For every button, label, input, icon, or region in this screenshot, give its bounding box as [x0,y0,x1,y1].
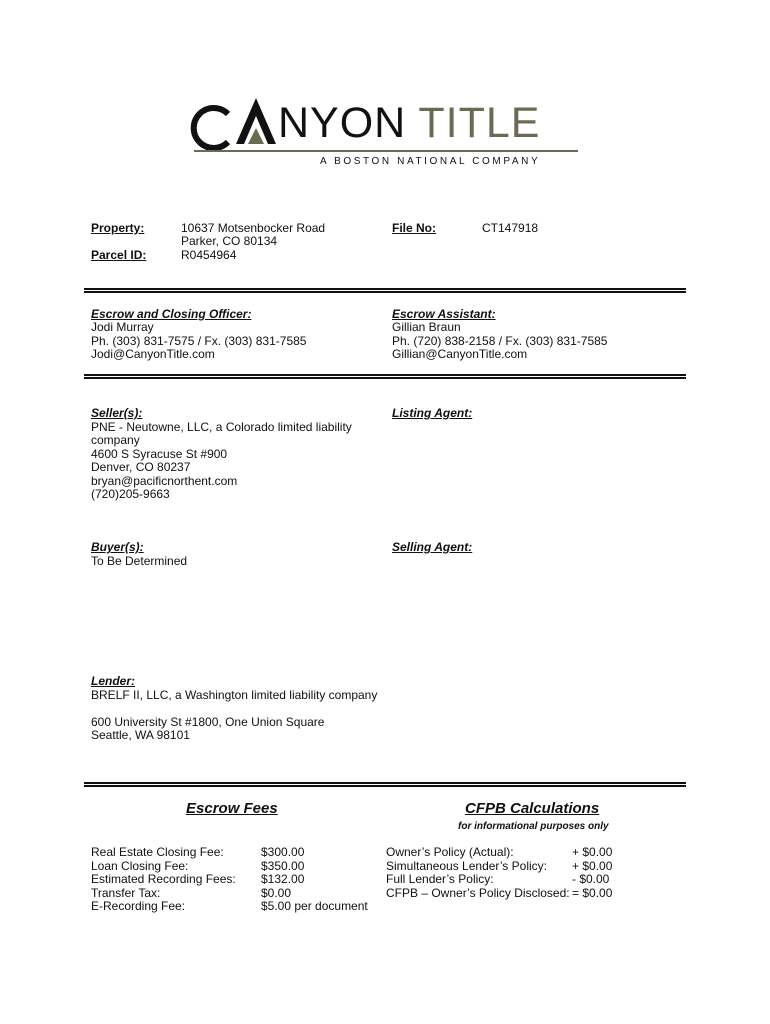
divider [84,374,686,379]
lender-line: BRELF II, LLC, a Washington limited liability company [91,688,378,702]
cfpb-value: - $0.00 [572,872,610,886]
fee-value: $0.00 [261,885,292,900]
divider [84,288,686,293]
property-address-line2: Parker, CO 80134 [181,234,278,248]
fee-label: Real Estate Closing Fee: [91,845,224,859]
cfpb-row [386,873,626,887]
escrow-officer-email: Jodi@CanyonTitle.com [91,347,215,361]
company-logo [190,92,582,170]
fee-value: $350.00 [261,858,305,873]
escrow-assistant-name: Gillian Braun [392,320,461,334]
logo-wordmark: NYON TITLE [278,99,541,147]
sellers-line: PNE - Neutowne, LLC, a Colorado limited liability [91,420,352,434]
sellers-line: bryan@pacificnorthent.com [91,474,238,488]
file-no-label: File No: [392,221,436,235]
fee-row [91,900,371,914]
fee-label: E-Recording Fee: [91,899,186,913]
escrow-officer-phone: Ph. (303) 831-7575 / Fx. (303) 831-7585 [91,334,307,348]
lender-line: Seattle, WA 98101 [91,728,190,742]
cfpb-row [386,860,626,874]
escrow-assistant-email: Gillian@CanyonTitle.com [392,347,528,361]
fee-row [91,846,371,860]
cfpb-subheading: for informational purposes only [458,821,609,832]
fee-value: $5.00 per document [261,899,368,913]
sellers-line: (720)205-9663 [91,487,170,501]
lender-heading: Lender: [91,674,136,688]
divider [84,782,686,787]
buyers-line: To Be Determined [91,554,188,568]
cfpb-value: + $0.00 [572,845,613,859]
listing-agent-heading: Listing Agent: [392,406,473,420]
sellers-line: Denver, CO 80237 [91,460,191,474]
cfpb-label: CFPB – Owner’s Policy Disclosed: [386,885,570,900]
fee-row [91,887,371,901]
escrow-assistant-heading: Escrow Assistant: [392,307,496,321]
sellers-line: 4600 S Syracuse St #900 [91,447,228,461]
fee-list [91,846,371,914]
cfpb-label: Owner’s Policy (Actual): [386,845,514,859]
fee-value: $132.00 [261,872,305,886]
lender-line: 600 University St #1800, One Union Square [91,715,325,729]
fee-row [91,873,371,887]
escrow-officer-name: Jodi Murray [91,320,154,334]
property-address-line1: 10637 Motsenbocker Road [181,221,326,235]
cfpb-heading: CFPB Calculations [465,800,600,817]
sellers-line: company [91,433,140,447]
cfpb-label: Simultaneous Lender’s Policy: [386,858,547,873]
file-no: CT147918 [482,221,539,235]
cfpb-value: = $0.00 [572,885,613,900]
escrow-fees-heading: Escrow Fees [186,800,278,817]
cfpb-value: + $0.00 [572,858,613,873]
cfpb-label: Full Lender’s Policy: [386,872,494,886]
fee-value: $300.00 [261,845,305,859]
sellers-heading: Seller(s): [91,406,143,420]
fee-label: Estimated Recording Fees: [91,872,236,886]
selling-agent-heading: Selling Agent: [392,540,473,554]
fee-row [91,860,371,874]
fee-label: Loan Closing Fee: [91,858,189,873]
escrow-officer-heading: Escrow and Closing Officer: [91,307,252,321]
fee-label: Transfer Tax: [91,885,161,900]
cfpb-row [386,846,626,860]
cfpb-row [386,887,626,901]
parcel-id: R0454964 [181,248,237,262]
logo-tagline: A BOSTON NATIONAL COMPANY [320,156,541,167]
buyers-heading: Buyer(s): [91,540,144,554]
property-label: Property: [91,221,145,235]
escrow-assistant-phone: Ph. (720) 838-2158 / Fx. (303) 831-7585 [392,334,608,348]
parcel-label: Parcel ID: [91,248,147,262]
cfpb-list [386,846,626,900]
